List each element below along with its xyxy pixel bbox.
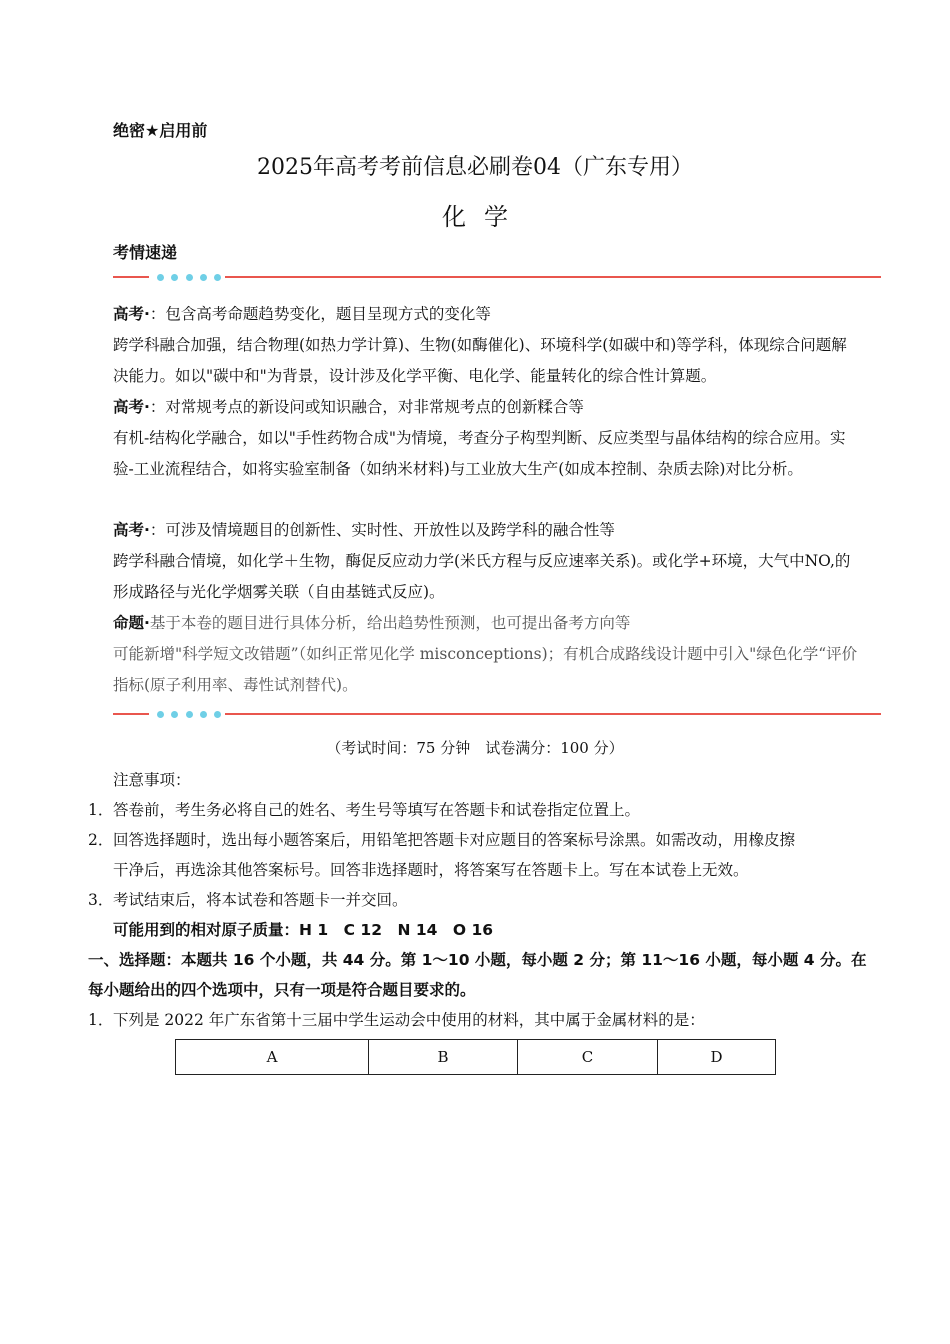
dot-icon xyxy=(157,274,164,281)
dot-icon xyxy=(157,711,164,718)
section-body: 跨学科融合情境，如化学＋生物，酶促反应动力学(米氏方程与反应速率关系)。或化学+环境，大气中NO,的形成路径与光化学烟雾关联（自由基链式反应)。 xyxy=(113,552,851,601)
kaoqing-section-3 xyxy=(113,515,858,608)
kaoqing-section-2 xyxy=(113,392,858,485)
question-1: 1．下列是 2022 年广东省第十三届中学生运动会中使用的材料，其中属于金属材料的是： xyxy=(88,1011,705,1029)
subject-title: 化学 xyxy=(442,203,526,231)
dot-icon xyxy=(200,711,207,718)
section-body: 跨学科融合加强，结合物理(如热力学计算)、生物(如酶催化)、环境科学(如碳中和)等学科，体现综合问题解决能力。如以"碳中和"为背景，设计涉及化学平衡、电化学、能量转化的综合性计算题。 xyxy=(113,336,847,385)
dot-icon xyxy=(171,274,178,281)
section-divider-top xyxy=(113,272,881,282)
section-summary: ：可涉及情境题目的创新性、实时性、开放性以及跨学科的融合性等 xyxy=(149,521,615,539)
dot-icon xyxy=(186,711,193,718)
option-c[interactable]: C xyxy=(518,1040,658,1075)
section-divider-bottom xyxy=(113,709,881,719)
section-body: 可能新增"科学短文改错题”（如纠正常见化学 misconceptions)；有机合成路线设计题中引入"绿色化学“评价指标(原子利用率、毒性试剂替代)。 xyxy=(113,645,858,694)
dot-icon xyxy=(214,274,221,281)
section-label: 高考· xyxy=(113,521,150,539)
kaoqing-section-4 xyxy=(113,608,858,701)
atomic-mass: 可能用到的相对原子质量：H 1 C 12 N 14 O 16 xyxy=(113,921,494,939)
section-1-heading: 一、选择题：本题共 16 个小题，共 44 分。第 1～10 小题，每小题 2 分；第 11～16 小题，每小题 4 分。在 xyxy=(88,951,867,969)
note-item: 2．回答选择题时，选出每小题答案后，用铅笔把答题卡对应题目的答案标号涂黑。如需改动，用橡皮擦 xyxy=(88,831,796,849)
secret-label: 绝密★启用前 xyxy=(113,121,208,140)
dot-icon xyxy=(186,274,193,281)
option-a[interactable]: A xyxy=(176,1040,369,1075)
dot-icon xyxy=(200,274,207,281)
options-table xyxy=(175,1039,776,1075)
kaoqing-title: 考情速递 xyxy=(113,243,178,262)
note-item-cont: 干净后，再选涂其他答案标号。回答非选择题时，将答案写在答题卡上。写在本试卷上无效。 xyxy=(113,861,749,879)
section-summary: ：包含高考命题趋势变化，题目呈现方式的变化等 xyxy=(149,305,491,323)
exam-time: （考试时间：75 分钟 试卷满分：100 分） xyxy=(326,739,624,757)
section-label: 高考· xyxy=(113,305,150,323)
section-summary: 基于本卷的题目进行具体分析，给出趋势性预测，也可提出备考方向等 xyxy=(149,614,631,632)
dot-icon xyxy=(171,711,178,718)
dot-icon xyxy=(214,711,221,718)
section-label: 命题· xyxy=(113,614,150,632)
notes-title: 注意事项： xyxy=(113,771,191,789)
section-label: 高考· xyxy=(113,398,150,416)
page-title: 2025年高考考前信息必刷卷04（广东专用） xyxy=(257,155,693,180)
section-1-heading-cont: 每小题给出的四个选项中，只有一项是符合题目要求的。 xyxy=(88,981,476,999)
section-body: 有机-结构化学融合，如以"手性药物合成"为情境，考查分子构型判断、反应类型与晶体结构的综合应用。实验-工业流程结合，如将实验室制备（如纳米材料)与工业放大生产(如成本控制、杂质去除)对比分析。 xyxy=(113,429,846,478)
note-item: 3．考试结束后，将本试卷和答题卡一并交回。 xyxy=(88,891,408,909)
option-b[interactable]: B xyxy=(369,1040,518,1075)
note-item: 1．答卷前，考生务必将自己的姓名、考生号等填写在答题卡和试卷指定位置上。 xyxy=(88,801,641,819)
notes-block xyxy=(88,765,868,1035)
section-summary: ：对常规考点的新设问或知识融合，对非常规考点的创新糅合等 xyxy=(149,398,584,416)
kaoqing-section-1 xyxy=(113,299,858,392)
option-d[interactable]: D xyxy=(658,1040,776,1075)
